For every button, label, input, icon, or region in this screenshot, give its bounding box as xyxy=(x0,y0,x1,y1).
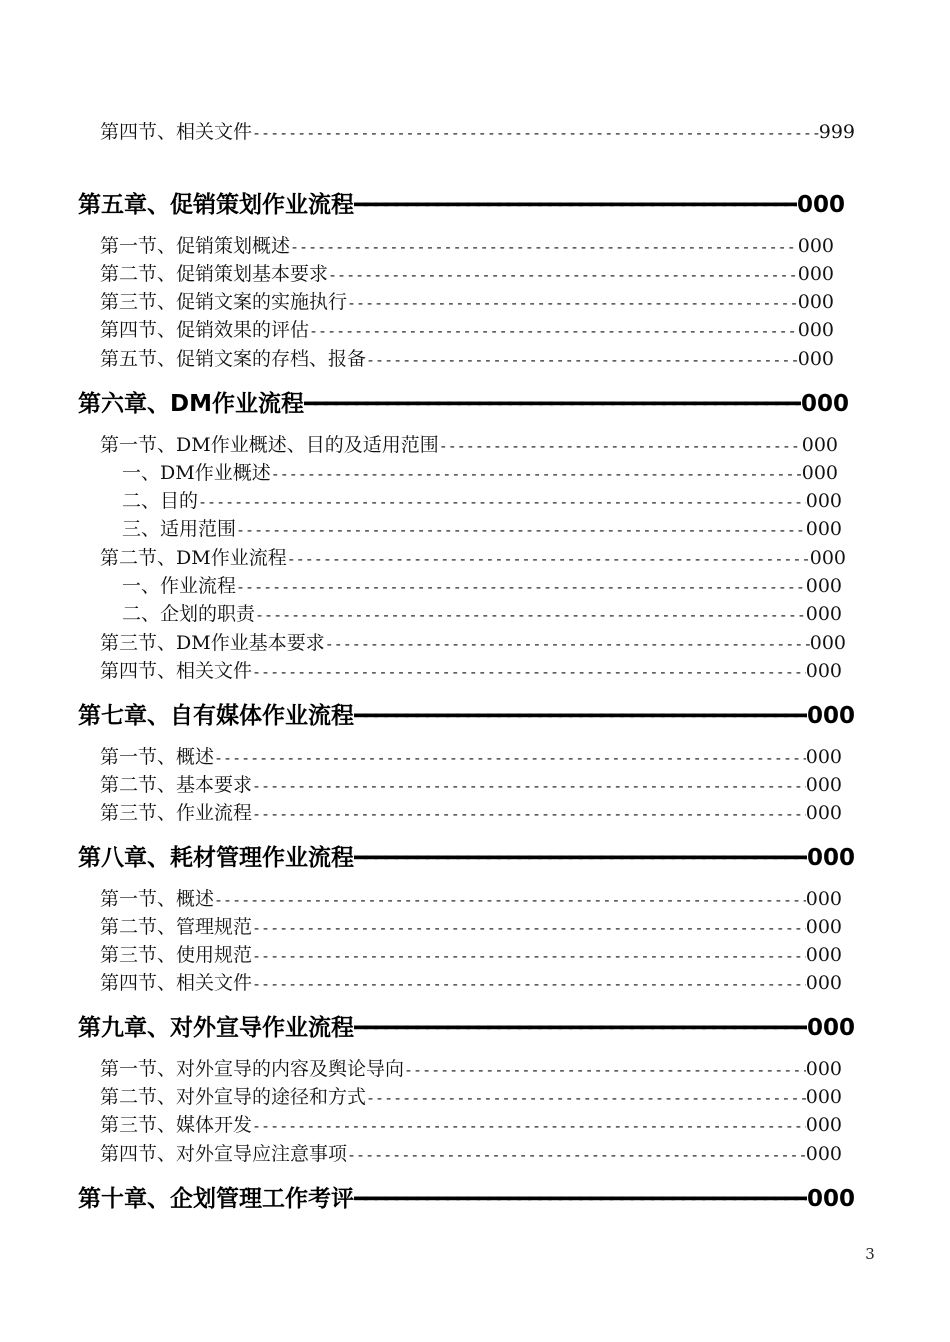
dot-leader xyxy=(252,773,806,798)
entry-page: 000 xyxy=(809,547,846,569)
entry-page: 000 xyxy=(797,319,834,341)
entry-page: 000 xyxy=(805,802,842,824)
chapter-label: 第八章、耗材管理作业流程 xyxy=(78,845,354,871)
toc-entry[interactable] xyxy=(100,545,846,571)
dash-leader xyxy=(354,1184,807,1215)
chapter-page: 000 xyxy=(806,1186,855,1212)
entry-label: 第四节、促销效果的评估 xyxy=(100,319,310,341)
entry-page: 000 xyxy=(801,434,838,456)
dot-leader xyxy=(290,234,798,259)
dot-leader xyxy=(347,290,798,315)
toc-chapter[interactable] xyxy=(78,1012,855,1044)
entry-label: 第四节、对外宣导应注意事项 xyxy=(100,1143,348,1165)
entry-page: 000 xyxy=(805,1086,842,1108)
dot-leader xyxy=(439,433,802,458)
chapter-page: 000 xyxy=(796,192,845,218)
dash-leader xyxy=(354,701,807,732)
dash-leader xyxy=(354,843,807,874)
entry-label: 一、作业流程 xyxy=(122,575,237,597)
entry-page: 000 xyxy=(797,291,834,313)
toc-entry[interactable] xyxy=(122,601,842,627)
dot-leader xyxy=(252,801,806,826)
toc-entry[interactable] xyxy=(100,317,834,343)
entry-label: 二、目的 xyxy=(122,490,199,512)
entry-label: 第一节、DM作业概述、目的及适用范围 xyxy=(100,434,439,456)
entry-label: 第五节、促销文案的存档、报备 xyxy=(100,348,367,370)
entry-page: 000 xyxy=(805,1058,842,1080)
dot-leader xyxy=(252,1113,806,1138)
chapter-label: 第十章、企划管理工作考评 xyxy=(78,1186,354,1212)
chapter-label: 第七章、自有媒体作业流程 xyxy=(78,703,354,729)
entry-label: 三、适用范围 xyxy=(122,518,237,540)
dot-leader xyxy=(252,120,819,145)
dot-leader xyxy=(252,915,806,940)
toc-entry[interactable] xyxy=(100,1084,842,1110)
entry-label: 第二节、管理规范 xyxy=(100,916,253,938)
toc-entry[interactable] xyxy=(100,1112,842,1138)
entry-label: 第三节、媒体开发 xyxy=(100,1114,253,1136)
toc-entry[interactable] xyxy=(100,1056,842,1082)
toc-entry[interactable] xyxy=(100,233,834,259)
toc-entry[interactable] xyxy=(100,630,846,656)
entry-label: 第二节、DM作业流程 xyxy=(100,547,287,569)
entry-page: 000 xyxy=(805,972,842,994)
toc-entry[interactable] xyxy=(100,886,842,912)
dash-leader xyxy=(304,389,801,420)
dot-leader xyxy=(255,602,806,627)
dot-leader xyxy=(252,659,806,684)
dash-leader xyxy=(354,1013,807,1044)
toc-entry[interactable] xyxy=(122,516,842,542)
dot-leader xyxy=(236,517,806,542)
toc-entry[interactable] xyxy=(100,942,842,968)
dot-leader xyxy=(236,574,806,599)
entry-page: 000 xyxy=(801,462,838,484)
entry-page: 999 xyxy=(818,121,855,143)
chapter-page: 000 xyxy=(806,1015,855,1041)
toc-entry[interactable] xyxy=(100,119,855,145)
entry-page: 000 xyxy=(805,944,842,966)
toc-chapter[interactable] xyxy=(78,842,855,874)
dot-leader xyxy=(366,1085,806,1110)
entry-page: 000 xyxy=(805,490,842,512)
entry-label: 一、DM作业概述 xyxy=(122,462,271,484)
entry-page: 000 xyxy=(797,235,834,257)
dot-leader xyxy=(252,943,806,968)
entry-page: 000 xyxy=(809,632,846,654)
toc-entry[interactable] xyxy=(100,289,834,315)
entry-page: 000 xyxy=(797,263,834,285)
entry-label: 第四节、相关文件 xyxy=(100,121,253,143)
entry-page: 000 xyxy=(805,774,842,796)
entry-page: 000 xyxy=(805,518,842,540)
toc-chapter[interactable] xyxy=(78,189,845,221)
entry-page: 000 xyxy=(805,888,842,910)
toc-chapter[interactable] xyxy=(78,1183,855,1215)
chapter-label: 第六章、DM作业流程 xyxy=(78,391,304,417)
toc-entry[interactable] xyxy=(100,261,834,287)
chapter-page: 000 xyxy=(806,703,855,729)
entry-page: 000 xyxy=(797,348,834,370)
entry-label: 二、企划的职责 xyxy=(122,603,256,625)
toc-entry[interactable] xyxy=(122,460,838,486)
toc-entry[interactable] xyxy=(100,346,834,372)
entry-page: 000 xyxy=(805,746,842,768)
dot-leader xyxy=(271,461,802,486)
dash-leader xyxy=(354,190,797,221)
dot-leader xyxy=(347,1142,806,1167)
entry-label: 第一节、概述 xyxy=(100,888,215,910)
entry-label: 第三节、作业流程 xyxy=(100,802,253,824)
dot-leader xyxy=(325,631,810,656)
chapter-label: 第九章、对外宣导作业流程 xyxy=(78,1015,354,1041)
entry-page: 000 xyxy=(805,660,842,682)
page-number: 3 xyxy=(865,1245,875,1263)
entry-label: 第三节、促销文案的实施执行 xyxy=(100,291,348,313)
chapter-page: 000 xyxy=(800,391,849,417)
entry-label: 第二节、对外宣导的途径和方式 xyxy=(100,1086,367,1108)
entry-label: 第二节、促销策划基本要求 xyxy=(100,263,329,285)
entry-label: 第四节、相关文件 xyxy=(100,660,253,682)
dot-leader xyxy=(198,489,806,514)
dot-leader xyxy=(214,745,806,770)
toc-chapter[interactable] xyxy=(78,700,855,732)
entry-label: 第一节、对外宣导的内容及舆论导向 xyxy=(100,1058,405,1080)
entry-page: 000 xyxy=(805,1114,842,1136)
dot-leader xyxy=(328,262,798,287)
entry-label: 第三节、使用规范 xyxy=(100,944,253,966)
entry-page: 000 xyxy=(805,575,842,597)
toc-entry[interactable] xyxy=(100,772,842,798)
entry-label: 第三节、DM作业基本要求 xyxy=(100,632,325,654)
dot-leader xyxy=(366,347,798,372)
entry-label: 第二节、基本要求 xyxy=(100,774,253,796)
dot-leader xyxy=(309,318,798,343)
toc-entry[interactable] xyxy=(100,432,838,458)
entry-label: 第一节、促销策划概述 xyxy=(100,235,291,257)
toc-entry[interactable] xyxy=(122,488,842,514)
entry-page: 000 xyxy=(805,916,842,938)
dot-leader xyxy=(252,971,806,996)
toc-entry[interactable] xyxy=(100,1141,842,1167)
chapter-page: 000 xyxy=(806,845,855,871)
entry-page: 000 xyxy=(805,1143,842,1165)
toc-entry[interactable] xyxy=(100,970,842,996)
toc-entry[interactable] xyxy=(100,658,842,684)
dot-leader xyxy=(214,887,806,912)
toc-entry[interactable] xyxy=(100,744,842,770)
entry-label: 第四节、相关文件 xyxy=(100,972,253,994)
dot-leader xyxy=(404,1057,806,1082)
toc-entry[interactable] xyxy=(100,800,842,826)
toc-entry[interactable] xyxy=(100,914,842,940)
dot-leader xyxy=(287,546,810,571)
toc-entry[interactable] xyxy=(122,573,842,599)
entry-label: 第一节、概述 xyxy=(100,746,215,768)
entry-page: 000 xyxy=(805,603,842,625)
chapter-label: 第五章、促销策划作业流程 xyxy=(78,192,354,218)
toc-chapter[interactable] xyxy=(78,388,849,420)
